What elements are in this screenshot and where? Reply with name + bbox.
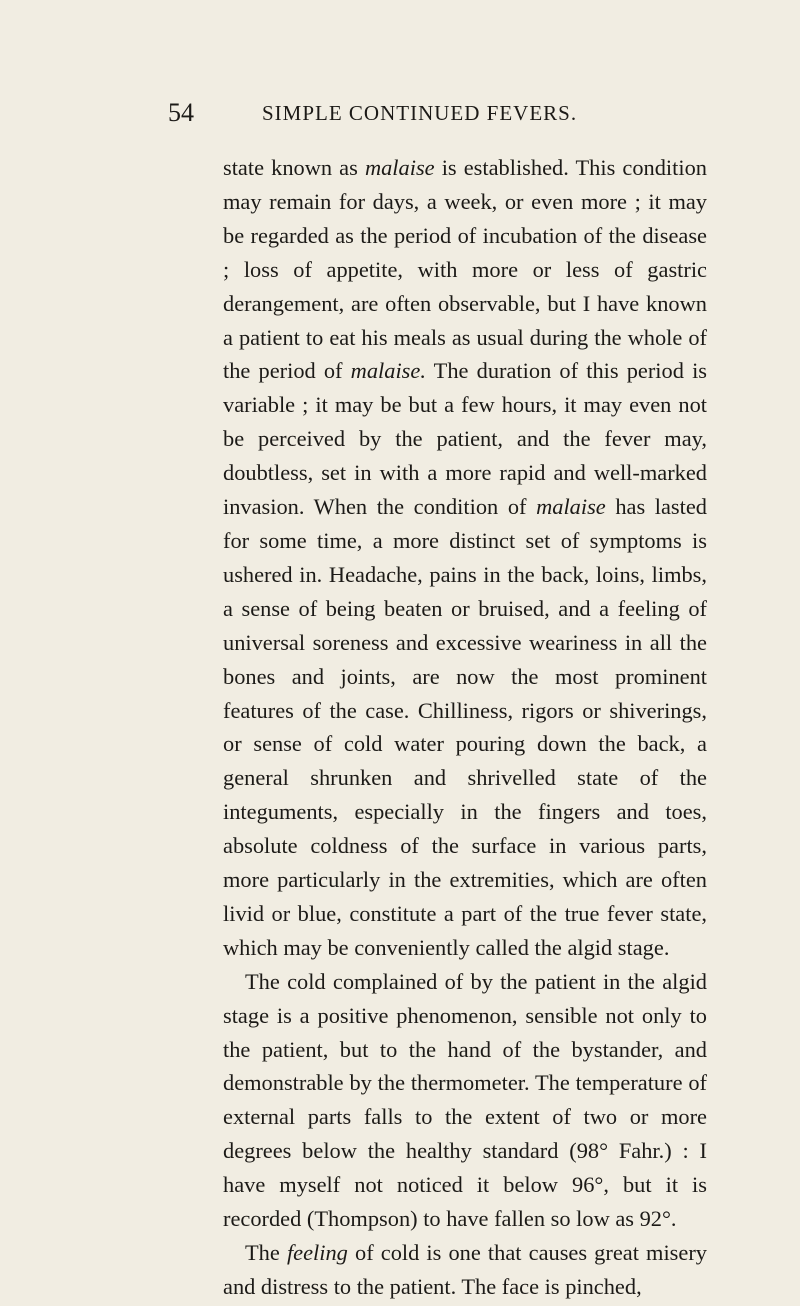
italic-term: malaise [364,155,435,180]
text-run: The duration of this period is variable ; it may be but a few hours, it may even not be perceived by the patient, and the fever may, doubtless, set in with a more rapid and well-marked invasion. When the condition of [223,358,708,520]
text-run: of cold is one that causes great misery and distress to the patient. The face is pinched, [223,1240,707,1299]
text-run: The cold complained of by the patient in the algid stage is a positive phenomenon, sensible not only to the patient, but to the hand of the bystander, and demonstrable by the thermometer. The temperature of external parts falls to the extent of two or more degrees below the healthy standard (98° Fahr.) : I have myself not noticed it below 96°, but it is recorded (Thompson) to have fallen so low as 92°. [223,968,707,1232]
page-number: 54 [168,98,194,127]
paragraph-3 [223,1236,707,1304]
body-text [223,151,707,1304]
paragraph-1 [223,151,707,965]
text-run: has lasted for some time, a more distinct set of symptoms is ushered in. Headache, pains in the back, loins, limbs, a sense of being beaten or bruised, and a feeling of universal soreness and excessive weariness in all the bones and joints, are now the most prominent features of the case. Chilliness, rigors or shiverings, or sense of cold water pouring down the back, a general shrunken and shrivelled state of the integuments, especially in the fingers and toes, absolute coldness of the surface in various parts, more particularly in the extremities, which are often livid or blue, constitute a part of the true fever state, which may be conveniently called the algid stage. [223,494,707,960]
text-run: is established. This condition may remain for days, a week, or even more ; it may be regarded as the period of incubation of the disease ; loss of appetite, with more or less of gastric derangement, are often observable, but I have known a patient to eat his meals as usual during the whole of the period of [223,155,707,384]
running-title: SIMPLE CONTINUED FEVERS. [262,101,578,125]
italic-term: feeling [286,1240,348,1265]
text-run: state known as [223,155,365,180]
italic-term: malaise. [350,358,426,384]
italic-term: malaise [536,494,606,520]
running-head [168,98,668,126]
text-run: The [245,1240,287,1265]
paragraph-2 [223,965,707,1236]
